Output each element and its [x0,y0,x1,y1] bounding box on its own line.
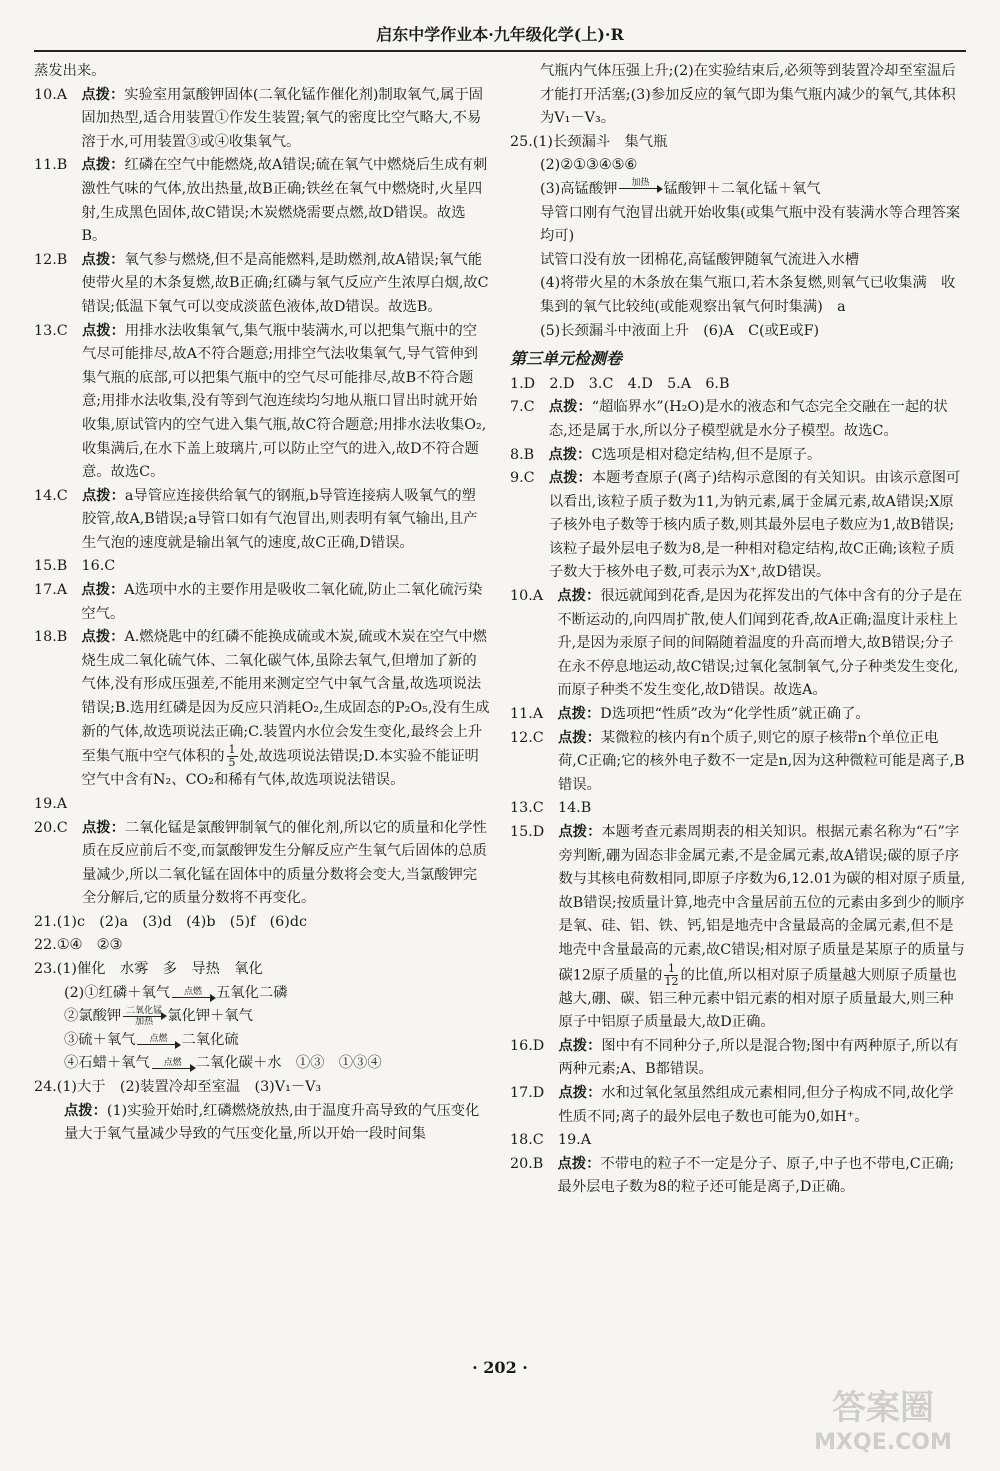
answer-item [34,626,490,793]
answer-text: 点拨：实验室用氯酸钾固体(二氧化锰作催化剂)制取氧气,属于固固加热型,适合用装置①作发生装置;氧气的密度比空气略大,不易溶于水,可用装置③或④收集氧气。 [81,86,484,150]
answer-item [510,703,966,727]
answer-text: 点拨：二氧化锰是氯酸钾制氧气的催化剂,所以它的质量和化学性质在反应前后不变,而氯酸钾发生分解反应产生氧气后固体的总质量减少,所以二氧化锰在固体中的质量分数将会变大,当氯酸钾完全分解后,它的质量分数将不再变化。 [81,819,487,907]
hint-label: 点拨： [557,729,601,746]
left-column [34,60,490,1200]
answer-number: 20.B [510,1155,558,1172]
answer-item [510,1035,966,1082]
answer-text: 点拨：红磷在空气中能燃烧,故A错误;硫在氧气中燃烧后生成有刺激性气味的气体,放出热量,故B正确;铁丝在氧气中燃烧时,火星四射,生成黑色固体,故C错误;木炭燃烧需要点燃,故D错误。故选B。 [81,157,488,245]
answer-text: 点拨：A.燃烧匙中的红磷不能换成硫或木炭,硫或木炭在空气中燃烧生成二氧化硫气体、二氧化碳气体,虽除去氧气,但增加了新的气体,没有形成压强差,不能用来测定空气中氧气含量,故选项说法错误;B.选用红磷是因为反应只消耗O₂,生成固态的P₂O₅,没有生成新的气体,故选项说法正确;C.装置内水位会发生变化,最终会上升至集气瓶中空气体积的 $\frac{1}{5}$ 处,故选项说法错误;D.本实验不能证明空气中含有N₂、CO₂和稀有气体,故选项说法错误。 [81,629,490,789]
answer-item [510,727,966,798]
chemical-equation: (2)①红磷＋氧气 点燃 五氧化二磷 [64,984,288,1001]
answer-item [34,84,490,155]
reaction-arrow: 点燃 [152,1058,194,1069]
answer-text: 13.C 14.B [510,800,592,817]
answer-text: 点拨：用排水法收集氧气,集气瓶中装满水,可以把集气瓶中的空气尽可能排尽,故A不符合题意;用排空气法收集氧气,导气管伸到集气瓶的底部,可以把集气瓶中的空气尽可能排尽,故B不符合题意;用排水法收集,没有等到气泡连续均匀地从瓶口冒出时就开始收集,原试管内的空气进入集气瓶,故C符合题意;用排水法收集O₂,收集满后,在水下盖上玻璃片,可以防止空气的进入,故D不符合题意。故选C。 [81,322,487,481]
hint-label: 点拨： [81,86,125,103]
hint-label: 点拨： [548,470,592,487]
hint-label: 点拨： [558,1085,602,1102]
hint-label: 点拨： [557,1155,601,1172]
answer-number: 10.A [34,86,82,103]
answer-number: 17.D [510,1085,559,1102]
answer-item [34,60,490,84]
reaction-arrow: 点燃 [172,987,214,998]
question-24-continued: 气瓶内气体压强上升;(2)在实验结束后,必须等到装置冷却至室温后才能打开活塞;(3)参加反应的氧气即为集气瓶内减少的氧气,其体积为V₁－V₃。 [540,63,956,127]
answer-text: 15.B 16.C [34,558,116,575]
question-25-line4: 试管口没有放一团棉花,高锰酸钾随氧气流进入水槽 [540,251,860,268]
answer-text: 点拨：本题考查原子(离子)结构示意图的有关知识。由该示意图可以看出,该粒子质子数为11,为钠元素,属于金属元素,故A错误;X原子核外电子数等于核内质子数,则其最外层电子数应为1,故B错误;该粒子最外层电子数为8,是一种相对稳定结构,故C正确;该粒子质子数大于核外电子数,可表示为X⁺,故D错误。 [548,470,961,581]
answer-item [510,373,966,397]
chemical-equation: ②氯酸钾 二氧化锰 加热 氯化钾＋氧气 [64,1005,253,1027]
reaction-arrow: 二氧化锰 加热 [123,1006,165,1027]
answer-number: 18.B [34,629,82,646]
hint-label: 点拨： [81,487,125,504]
answer-text: 点拨：本题考查元素周期表的相关知识。根据元素名称为“石”字旁判断,硼为固态非金属元素,不是金属元素,故A错误;碳的原子序数与其核电荷数相同,即原子序数为6,12.01为碳的相对原子质量,故B错误;按质量计算,地壳中含量居前五位的元素由多到少的顺序是氧、硅、铝、铁、钙,铝是地壳中含量最高的金属元素,但不是地壳中含量最高的元素,故C错误;相对原子质量是某原子的质量与碳12原子质量的 $\frac{1}{12}$ 的比值,所以相对原子质量越大则原子质量也越大,硼、碳、铝三种元素中铝元素的相对原子质量最大,则三种原子中铝原子质量最大,故D正确。 [558,824,966,1031]
question-24-explanation [34,1100,490,1147]
two-column-body [34,60,966,1200]
hint-label: 点拨： [81,322,125,339]
answer-item [34,485,490,556]
header-title: 启东中学作业本·九年级化学(上)·R [376,25,624,44]
answer-text: 23.(1)催化 水雾 多 导热 氧化 [34,961,263,978]
fraction: $\frac{1}{5}$ [228,743,236,770]
answer-number: 11.A [510,706,558,723]
answer-number: 8.B [510,446,549,463]
section-title: 第三单元检测卷 [510,349,623,369]
hint-label: 点拨： [548,446,592,463]
answer-text: 18.C 19.A [510,1132,592,1149]
watermark-line2: MXQE.COM [814,1430,952,1455]
answer-number: 20.C [34,819,82,836]
reaction-arrow: 点燃 [137,1034,179,1045]
answer-item [34,579,490,626]
hint-label: 点拨： [81,819,125,836]
answer-number: 7.C [510,399,549,416]
answer-text: 点拨：很远就闻到花香,是因为花挥发出的气体中含有的分子是在不断运动的,向四周扩散,使人们闻到花香,故A正确;温度计汞柱上升,是因为汞原子间的间隔随着温度的升高而增大,故B错误;分子在永不停息地运动,故C错误;过氧化氢制氧气,分子种类发生变化,而原子种类不发生变化,故D错误。故选A。 [557,588,963,699]
hint-label: 点拨： [81,629,125,646]
answer-text: 点拨：某微粒的核内有n个质子,则它的原子核带n个单位正电荷,C正确;它的核外电子数不一定是n,因为这种微粒可能是离子,B错误。 [557,729,965,793]
answer-number: 13.C [34,322,82,339]
answer-number: 9.C [510,470,549,487]
answer-item [34,555,490,579]
answer-text: 点拨：“超临界水”(H₂O)是水的液态和气态完全交融在一起的状态,还是属于水,所以分子模型就是水分子模型。故选C。 [548,399,948,439]
question-25-equation: (3)高锰酸钾 加热 锰酸钾＋二氧化锰＋氧气 [510,178,966,202]
answer-number: 12.C [510,729,558,746]
answer-text: 点拨：水和过氧化氢虽然组成元素相同,但分子构成不同,故化学性质不同;离子的最外层电子数也可能为0,如H⁺。 [558,1085,954,1125]
answer-text: 1.D 2.D 3.C 4.D 5.A 6.B [510,375,730,392]
right-answers [510,373,966,1200]
answer-item [510,396,966,443]
answer-item [34,958,490,982]
answer-text: 22.①④ ②③ [34,937,123,954]
answer-item [34,154,490,248]
question-23-equations [34,982,490,1076]
answer-number: 15.D [510,824,559,840]
answer-text: 点拨：图中有不同种分子,所以是混合物;图中有两种原子,所以有两种元素;A、B都错误。 [558,1037,959,1078]
answer-item [34,934,490,958]
answer-text: 点拨：D选项把“性质”改为“化学性质”就正确了。 [557,706,870,723]
question-25-line5: (4)将带火星的木条放在集气瓶口,若木条复燃,则氧气已收集满 收集到的氧气比较纯(或能观察出氧气何时集满) a [540,275,956,315]
answer-item [510,1082,966,1129]
answer-item [34,817,490,911]
question-25-line6: (5)长颈漏斗中液面上升 (6)A C(或E或F) [540,322,820,339]
answer-number: 17.A [34,582,82,599]
answer-item [34,793,490,817]
answer-text: 21.(1)c (2)a (3)d (4)b (5)f (6)dc [34,913,308,930]
answer-item [510,797,966,821]
answer-number: 11.B [34,157,82,174]
answer-item [510,585,966,703]
hint-text: (1)实验开始时,红磷燃烧放热,由于温度升高导致的气压变化量大于氧气量减少导致的气压变化量,所以开始一段时间集 [64,1102,480,1143]
reaction-arrow: 加热 [619,178,661,199]
answer-item [34,911,490,935]
fraction: $\frac{1}{12}$ [664,961,679,988]
question-25-line3: 导管口刚有气泡冒出就开始收集(或集气瓶中没有装满水等合理答案均可) [540,204,961,245]
answer-item [510,444,966,468]
answer-text: 19.A [34,795,68,812]
question-25 [510,131,966,343]
hint-label: 点拨： [548,399,592,416]
answer-item [34,320,490,485]
hint-label: 点拨： [558,1037,602,1054]
question-24 [34,1076,490,1100]
answer-text: 点拨：A选项中水的主要作用是吸收二氧化硫,防止二氧化硫污染空气。 [81,582,483,622]
page-number: · 202 · [472,1358,528,1377]
running-header [34,22,966,52]
question-24-answer: 24.(1)大于 (2)装置冷却至室温 (3)V₁－V₃ [34,1079,322,1096]
answer-item [34,249,490,320]
answer-text: 蒸发出来。 [34,63,106,79]
watermark-line1: 答案圈 [832,1388,934,1428]
right-column [510,60,966,1200]
answer-number: 10.A [510,588,558,605]
answer-item [510,1153,966,1200]
hint-label: 点拨： [81,157,125,174]
hint-label: 点拨： [64,1102,107,1119]
question-25-part2: (2)②①③④⑤⑥ [540,157,638,174]
left-answers [34,60,490,982]
question-25-part1: 25.(1)长颈漏斗 集气瓶 [510,133,668,150]
answer-item [510,467,966,585]
chemical-equation: ③硫＋氧气 点燃 二氧化硫 [64,1031,239,1048]
answer-number: 12.B [34,251,82,268]
answer-number: 16.D [510,1037,559,1054]
chemical-equation: ④石蜡＋氧气 点燃 二氧化碳＋水 ①③ ①③④ [64,1055,382,1072]
hint-label: 点拨： [81,251,125,268]
hint-label: 点拨： [557,588,601,605]
answer-text: 点拨：C选项是相对稳定结构,但不是原子。 [548,446,822,463]
hint-label: 点拨： [81,582,125,599]
answer-text: 点拨：a导管应连接供给氧气的钢瓶,b导管连接病人吸氧气的塑胶管,故A,B错误;a导管口如有气泡冒出,则表明有氧气输出,且产生气泡的速度就是输出氧气的速度,故C正确,D错误。 [81,487,478,551]
answer-text: 点拨：不带电的粒子不一定是分子、原子,中子也不带电,C正确;最外层电子数为8的粒子还可能是离子,D正确。 [557,1155,955,1196]
watermark-logo [788,1377,978,1457]
answer-item [510,1129,966,1153]
answer-item [510,821,966,1035]
answer-text: 点拨：氧气参与燃烧,但不是高能燃料,是助燃剂,故A错误;氧气能使带火星的木条复燃,故B正确;红磷与氧气反应产生浓厚白烟,故C错误;低温下氧气可以变成淡蓝色液体,故D错误。故选B。 [81,251,489,315]
answer-number: 14.C [34,487,82,504]
hint-label: 点拨： [557,706,601,723]
hint-label: 点拨： [558,824,602,840]
